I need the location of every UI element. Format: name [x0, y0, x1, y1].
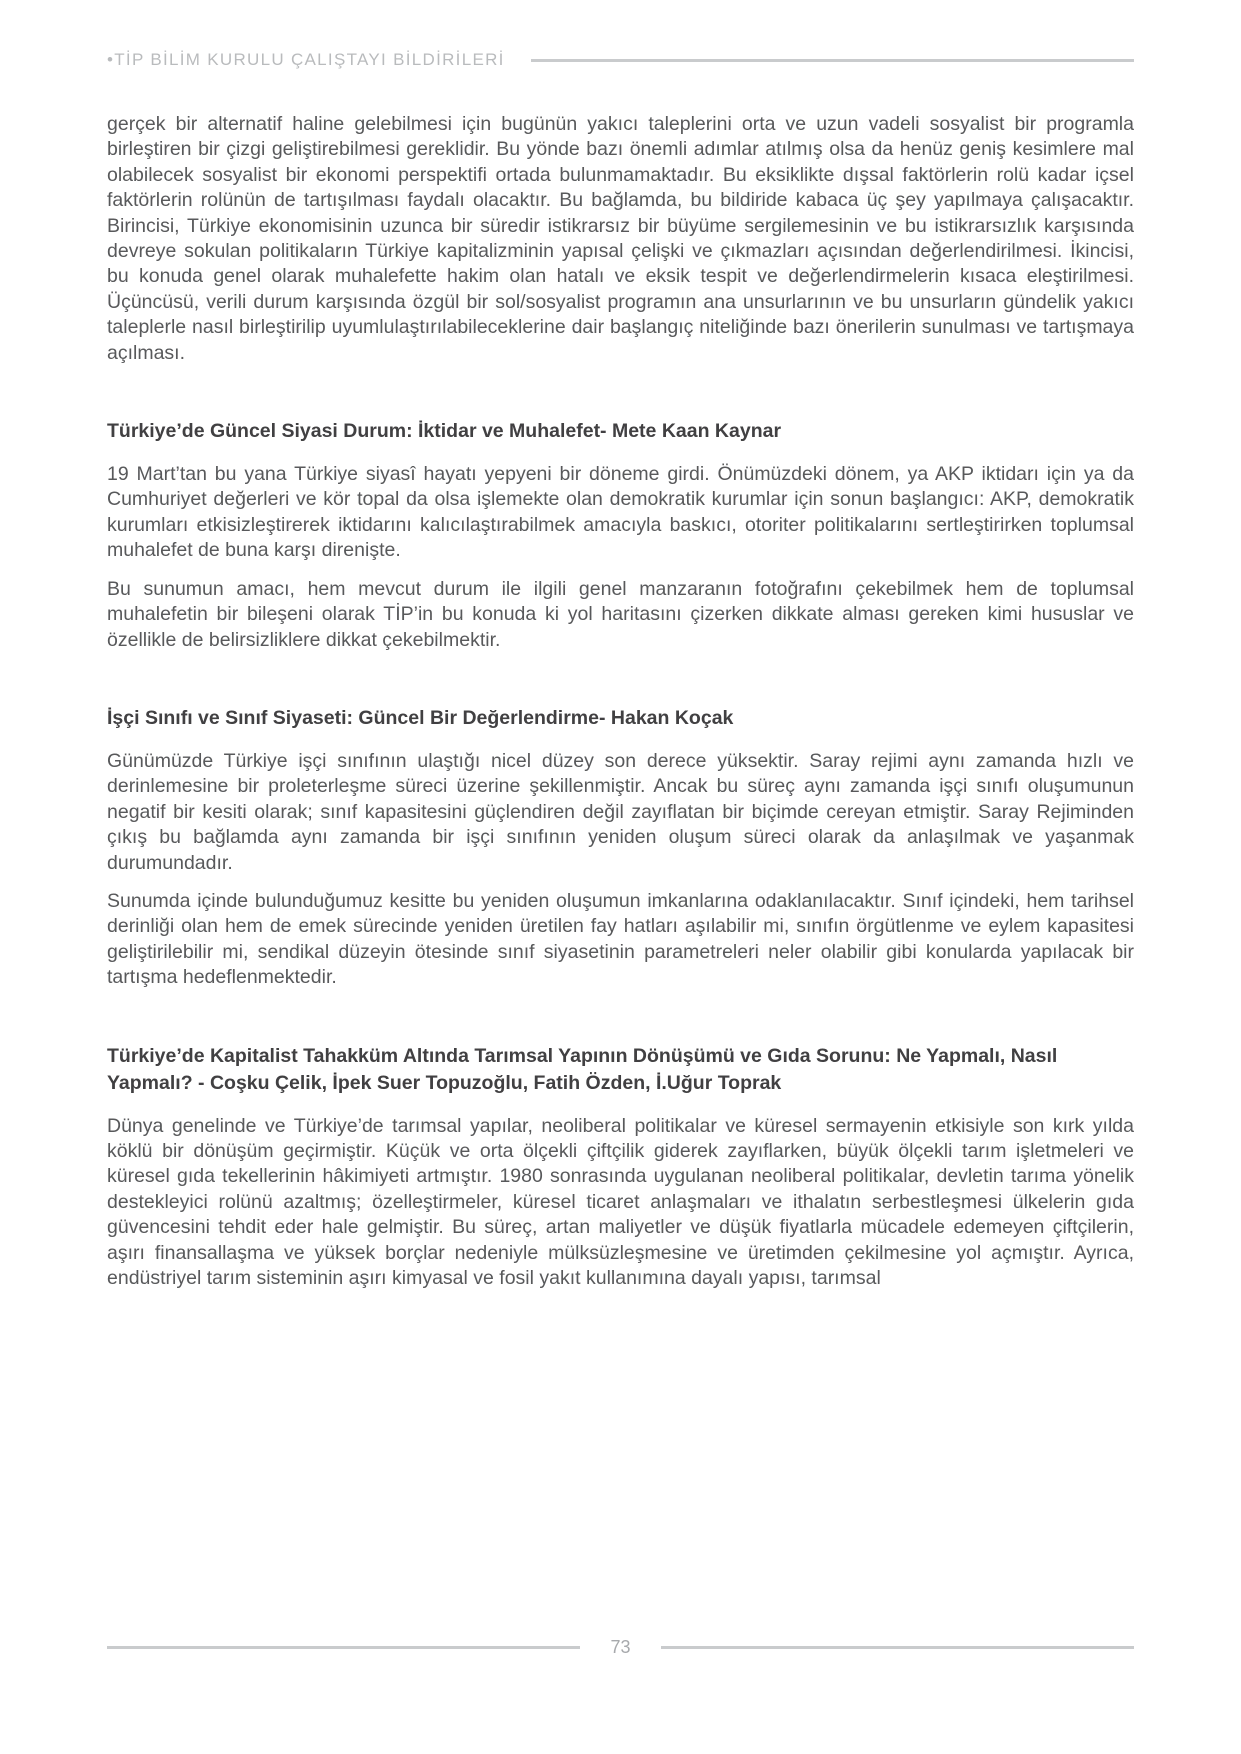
running-head: •TİP BİLİM KURULU ÇALIŞTAYI BİLDİRİLERİ — [107, 50, 505, 69]
paragraph: Günümüzde Türkiye işçi sınıfının ulaştığı nicel düzey son derece yüksektir. Saray rejimi aynı zamanda hızlı ve derinlemesine bir proleterleşme süreci üzerine şekillenmiştir. Ancak bu süreç aynı zamanda işçi sınıfı oluşumunun negatif bir kesiti olarak; sınıf kapasitesini güçlendiren değil zayıflatan bir biçimde cereyan etmiştir. Saray Rejiminden çıkış bu bağlamda aynı zamanda bir işçi sınıfının yeniden oluşum süreci olarak da anlaşılmak ve yaşanmak durumundadır. — [107, 749, 1134, 874]
section-heading: Türkiye’de Kapitalist Tahakküm Altında Tarımsal Yapının Dönüşümü ve Gıda Sorunu: Ne Yapmalı, Nasıl Yapmalı? - Coşku Çelik, İpek Suer Topuzoğlu, Fatih Özden, İ.Uğur Toprak — [107, 1044, 1058, 1094]
paragraph: Dünya genelinde ve Türkiye’de tarımsal yapılar, neoliberal politikalar ve küresel sermayenin etkisiyle son kırk yılda köklü bir dönüşüm geçirmiştir. Küçük ve orta ölçekli çiftçilik giderek zayıflarken, büyük ölçekli tarım işletmeleri ve küresel gıda tekellerinin hâkimiyeti artmıştır. 1980 sonrasında uygulanan neoliberal politikalar, devletin tarıma yönelik destekleyici rolünü azaltmış; özelleştirmeler, küresel ticaret anlaşmaları ve ithalatın serbestleşmesi ülkelerin gıda güvencesini tehdit eder hale gelmiştir. Bu süreç, artan maliyetler ve düşük fiyatlarla mücadele edemeyen çiftçilerin, aşırı finansallaşma ve yüksek borçlar nedeniyle mülksüzleşmesine ve üretimden çekilmesine yol açmıştır. Ayrıca, endüstriyel tarım sisteminin aşırı kimyasal ve fosil yakıt kullanımına dayalı yapısı, tarımsal — [107, 1114, 1134, 1289]
footer-rule-left — [107, 1646, 580, 1649]
page-header — [107, 50, 1134, 70]
header-rule — [531, 59, 1134, 62]
page-footer — [107, 1637, 1134, 1658]
page-number: 73 — [610, 1637, 631, 1657]
abstract-section-isci-sinifi — [107, 705, 1134, 991]
intro-paragraph: gerçek bir alternatif haline gelebilmesi için bugünün yakıcı taleplerini orta ve uzun vadeli sosyalist bir programla birleştiren bir çizgi geliştirebilmesi gereklidir. Bu yönde bazı önemli adımlar atılmış olsa da henüz geniş kesimlere mal olabilecek sosyalist bir ekonomi perspektifi ortada bulunmamaktadır. Bu eksiklikte dışsal faktörlerin rolü kadar içsel faktörlerin rolünün de tartışılması faydalı olacaktır. Bu bağlamda, bu bildiride kabaca üç şey yapılmaya çalışacaktır. Birincisi, Türkiye ekonomisinin uzunca bir süredir istikrarsız bir büyüme sergilemesinin ve bu istikrarsızlık karşısında devreye sokulan politikaların Türkiye kapitalizminin yapısal çelişki ve çıkmazları açısından değerlendirilmesi. İkincisi, bu konuda genel olarak muhalefette hakim olan hatalı ve eksik tespit ve değerlendirmelerin kısaca eleştirilmesi. Üçüncüsü, verili durum karşısında özgül bir sol/sosyalist programın ana unsurlarının ve bu unsurların gündelik yakıcı taleplerle nasıl birleştirilip uyumlulaştırılabileceklerine dair başlangıç niteliğinde bazı önerilerin sunulması ve tartışmaya açılması. — [107, 113, 1134, 364]
section-heading: İşçi Sınıfı ve Sınıf Siyaseti: Güncel Bir Değerlendirme- Hakan Koçak — [107, 706, 734, 729]
paragraph: 19 Mart’tan bu yana Türkiye siyasî hayatı yepyeni bir döneme girdi. Önümüzdeki dönem, ya AKP iktidarı için ya da Cumhuriyet değerleri ve kör topal da olsa işlemekte olan demokratik kurumlar için sonun başlangıcı: AKP, demokratik kurumları etkisizleştirerek iktidarını kalıcılaştırabilmek amacıyla baskıcı, otoriter politikalarını sertleştirirken toplumsal muhalefet de buna karşı direnişte. — [107, 463, 1134, 562]
section-heading: Türkiye’de Güncel Siyasi Durum: İktidar ve Muhalefet- Mete Kaan Kaynar — [107, 420, 782, 443]
paragraph: Sunumda içinde bulunduğumuz kesitte bu yeniden oluşumun imkanlarına odaklanılacaktır. Sınıf içindeki, hem tarihsel derinliği olan hem de emek sürecinde yeniden üretilen fay hatları aşılabilir mi, sınıfın örgütlenme ve eylem kapasitesi geliştirilebilir mi, sendikal düzeyin ötesinde sınıf siyasetinin parametreleri neler olabilir gibi konularda yapılacak bir tartışma hedeflenmektedir. — [107, 889, 1134, 989]
paragraph: Bu sunumun amacı, hem mevcut durum ile ilgili genel manzaranın fotoğrafını çekebilmek hem de toplumsal muhalefetin bir bileşeni olarak TİP’in bu konuda ki yol haritasını çizerken dikkate alması gereken kimi hususlar ve özellikle de belirsizliklere dikkat çekebilmektir. — [107, 577, 1134, 651]
abstract-section-tarimsal-yapi — [107, 1043, 1134, 1292]
footer-rule-right — [661, 1646, 1134, 1649]
page-content — [107, 112, 1134, 1291]
abstract-section-siyasi-durum — [107, 418, 1134, 653]
